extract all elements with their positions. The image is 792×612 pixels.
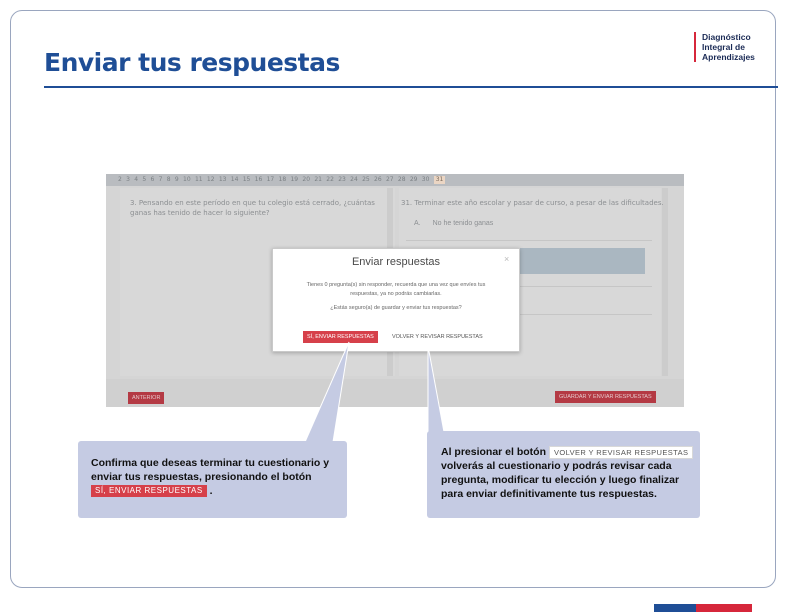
- left-callout: [78, 441, 347, 518]
- question-number[interactable]: 8: [166, 176, 171, 183]
- brand-line-2: Integral de: [702, 42, 745, 52]
- review-button-chip: VOLVER Y REVISAR RESPUESTAS: [549, 446, 693, 459]
- question-number[interactable]: 11: [194, 176, 203, 183]
- question-number[interactable]: 6: [150, 176, 155, 183]
- question-number[interactable]: 2: [118, 176, 122, 183]
- footer-band-red: [696, 604, 752, 612]
- question-number[interactable]: 17: [266, 176, 275, 183]
- question-number[interactable]: 20: [302, 176, 311, 183]
- right-callout-text-after: volverás al cuestionario y podrás revisar cada pregunta, modificar tu elección y luego finalizar para enviar definitivamente tus respuestas.: [441, 460, 680, 500]
- brand-line-3: Aprendizajes: [702, 52, 755, 62]
- right-callout-text-before: Al presionar el botón: [441, 446, 547, 458]
- right-callout-pointer: [428, 346, 444, 432]
- question-number[interactable]: 21: [314, 176, 322, 183]
- question-number[interactable]: 13: [218, 176, 227, 183]
- confirm-button-chip: SÍ, ENVIAR RESPUESTAS: [91, 485, 207, 497]
- question-number[interactable]: 19: [290, 176, 299, 183]
- question-number[interactable]: 4: [134, 176, 139, 183]
- question-number[interactable]: 14: [230, 176, 239, 183]
- question-number[interactable]: 25: [362, 176, 370, 183]
- question-number[interactable]: 9: [174, 176, 179, 183]
- left-callout-text: Confirma que deseas terminar tu cuestionario y enviar tus respuestas, presionando el botón: [91, 457, 330, 483]
- question-number[interactable]: 5: [142, 176, 147, 183]
- page-title: Enviar tus respuestas: [44, 48, 340, 77]
- modal-confirm-question: ¿Estás seguro(a) de guardar y enviar tus respuestas?: [330, 305, 462, 311]
- modal-title: Enviar respuestas: [351, 256, 441, 268]
- left-callout-pointer: [305, 342, 349, 442]
- left-callout-end: .: [209, 485, 213, 497]
- question-number[interactable]: 29: [409, 176, 418, 183]
- option-a-letter: A.: [414, 220, 421, 227]
- question-number[interactable]: 31: [435, 176, 444, 183]
- question-number[interactable]: 22: [326, 176, 334, 183]
- right-callout: [427, 431, 700, 518]
- question-number[interactable]: 12: [206, 176, 215, 183]
- save-and-send-button[interactable]: GUARDAR Y ENVIAR RESPUESTAS: [555, 391, 656, 403]
- question-number[interactable]: 28: [397, 176, 406, 183]
- right-question-text: 31. Terminar este año escolar y pasar de curso, a pesar de las dificultades.: [401, 199, 664, 207]
- option-a-text: No he tenido ganas: [432, 220, 494, 227]
- question-number[interactable]: 23: [338, 176, 346, 183]
- modal-message-line-1: Tienes 0 pregunta(s) sin responder, recuerda que una vez que envíes tus: [306, 282, 486, 288]
- review-answers-button[interactable]: VOLVER Y REVISAR RESPUESTAS: [392, 334, 483, 340]
- brand-line-1: Diagnóstico: [702, 32, 751, 42]
- question-number[interactable]: 18: [278, 176, 287, 183]
- question-number[interactable]: 26: [374, 176, 382, 183]
- modal-message-line-2: respuestas, ya no podrás cambiarlas.: [350, 291, 442, 297]
- previous-button[interactable]: ANTERIOR: [128, 392, 164, 404]
- question-number[interactable]: 7: [158, 176, 163, 183]
- left-question-line-1: 3. Pensando en este período en que tu colegio está cerrado, ¿cuántas: [130, 199, 375, 207]
- question-number[interactable]: 16: [254, 176, 263, 183]
- question-number[interactable]: 3: [126, 176, 130, 183]
- question-number[interactable]: 10: [183, 176, 191, 183]
- confirm-send-button[interactable]: SÍ, ENVIAR RESPUESTAS: [303, 331, 378, 343]
- question-number[interactable]: 24: [350, 176, 358, 183]
- question-number[interactable]: 15: [242, 176, 251, 183]
- close-icon[interactable]: ×: [504, 254, 510, 264]
- question-number[interactable]: 30: [421, 176, 430, 183]
- footer-band-blue: [654, 604, 696, 612]
- left-question-line-2: ganas has tenido de hacer lo siguiente?: [130, 209, 270, 217]
- question-number[interactable]: 27: [385, 176, 394, 183]
